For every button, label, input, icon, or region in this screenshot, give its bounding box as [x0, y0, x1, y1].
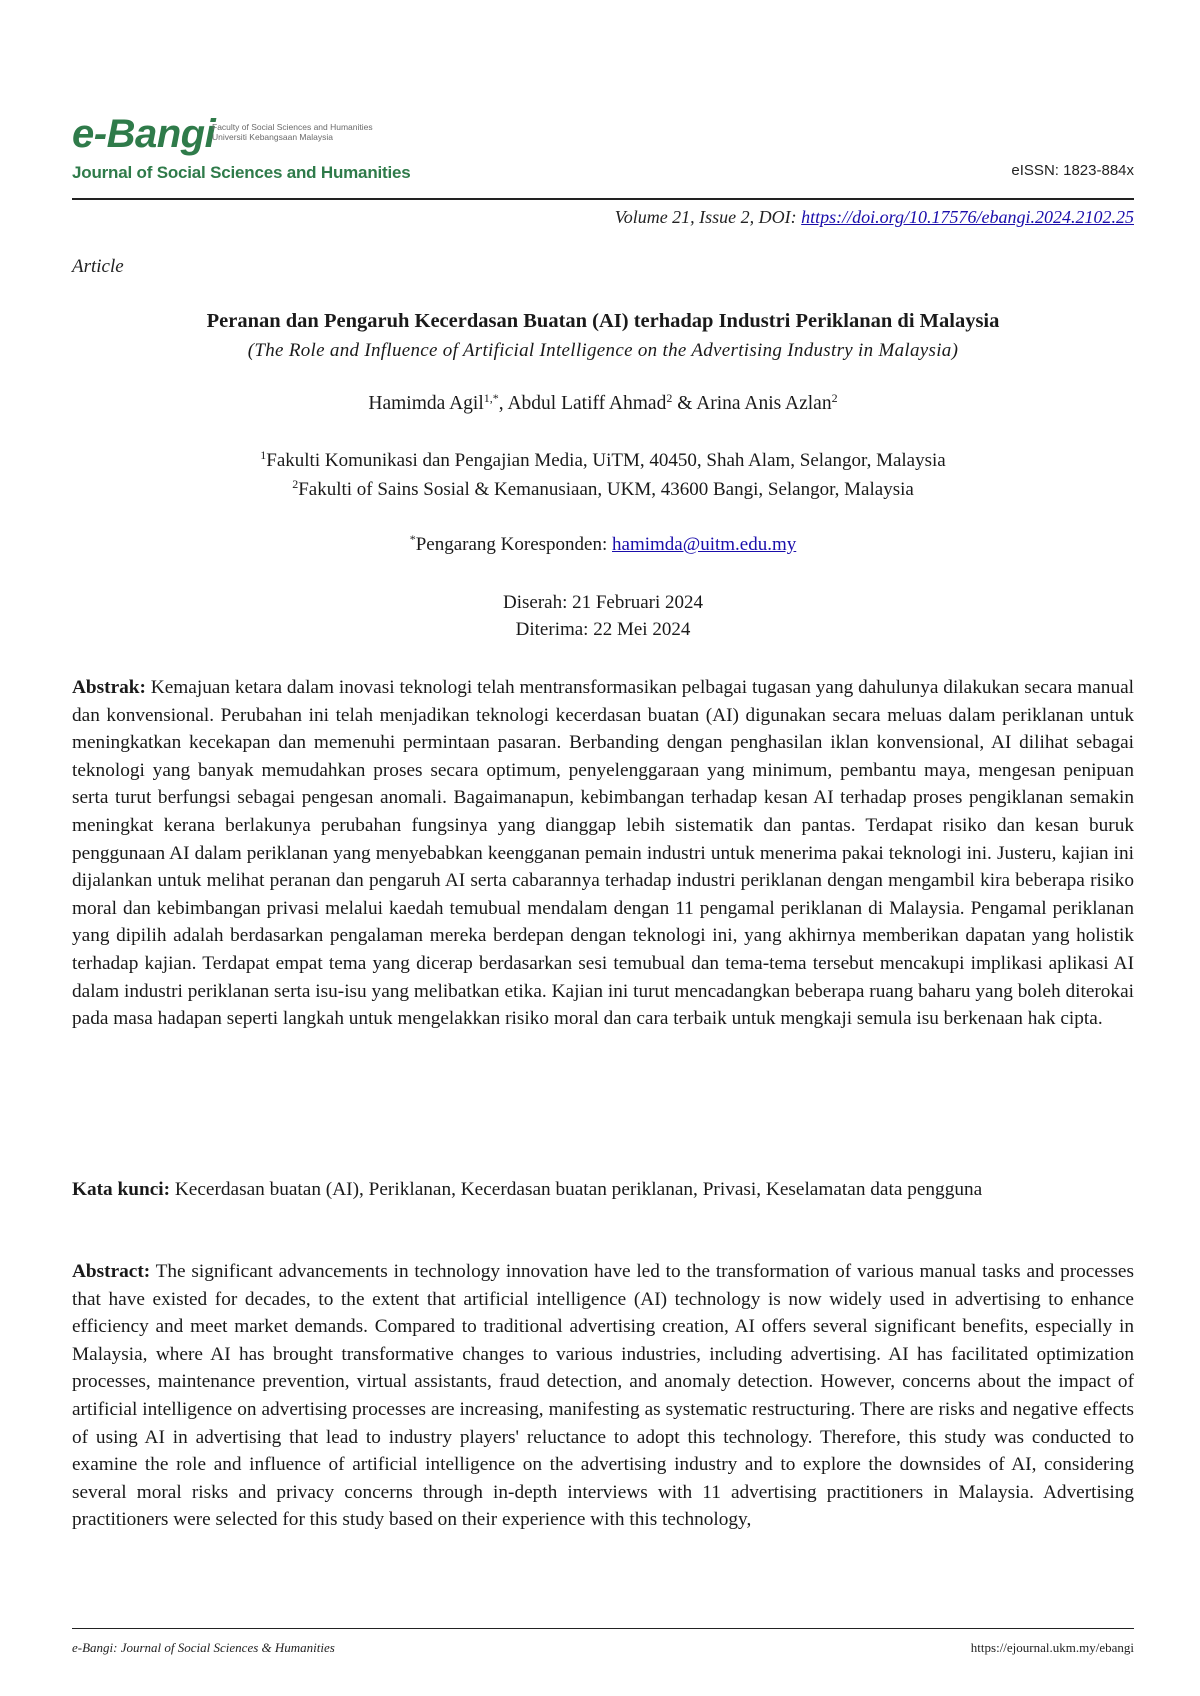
- logo-faculty-line1: Faculty of Social Sciences and Humanities: [212, 122, 373, 132]
- author-2: Abdul Latiff Ahmad: [507, 393, 667, 414]
- journal-logo: [72, 112, 432, 192]
- author-list: [72, 393, 1134, 415]
- author-3: Arina Anis Azlan: [696, 393, 832, 414]
- kata-kunci-text: Kecerdasan buatan (AI), Periklanan, Kecerdasan buatan periklanan, Privasi, Keselamatan data pengguna: [170, 1179, 983, 1200]
- logo-faculty: [212, 122, 373, 142]
- affiliation-1-text: Fakulti Komunikasi dan Pengajian Media, UiTM, 40450, Shah Alam, Selangor, Malaysia: [266, 450, 946, 471]
- header-rule: [72, 198, 1134, 200]
- author-2-sup: 2: [666, 391, 673, 405]
- title-english: (The Role and Influence of Artificial Intelligence on the Advertising Industry in Malaysia): [247, 340, 959, 361]
- abstract-label: Abstract:: [72, 1261, 151, 1282]
- date-accepted: Diterima: 22 Mei 2024: [515, 619, 691, 640]
- title-malay: Peranan dan Pengaruh Kecerdasan Buatan (AI) terhadap Industri Periklanan di Malaysia: [206, 310, 1000, 332]
- corresponding-author: [72, 534, 1134, 556]
- volume-prefix: Volume 21, Issue 2, DOI:: [614, 207, 802, 227]
- corresponding-label: Pengarang Koresponden:: [415, 534, 613, 555]
- affiliation-1-sup: 1: [260, 448, 267, 462]
- affiliation-2: [72, 479, 1134, 501]
- abstrak-label: Abstrak:: [72, 677, 146, 698]
- kata-kunci-paragraph: [72, 1176, 1134, 1204]
- author-1-sup: 1,*: [483, 391, 499, 405]
- logo-wordmark: e-Bangi: [72, 112, 216, 156]
- author-sep-2: &: [672, 393, 697, 414]
- abstrak-text: Kemajuan ketara dalam inovasi teknologi telah mentransformasikan pelbagai tugasan yang dahulunya dilakukan secara manual dan konvensional. Perubahan ini telah menjadikan teknologi kecerdasan buatan (AI) digunakan secara meluas dalam periklanan untuk meningkatkan kecekapan dan memenuhi permintaan pasaran. Berbanding dengan penghasilan iklan konvensional, AI dilihat sebagai teknologi yang banyak memudahkan proses secara optimum, penyelenggaraan yang minimum, pembantu maya, mengesan penipuan serta turut berfungsi sebagai pengesan anomali. Bagaimanapun, kebimbangan terhadap kesan AI terhadap proses pengiklanan semakin meningkat kerana berlakunya perubahan fungsinya yang dianggap lebih sistematik dan pantas. Terdapat risiko dan kesan buruk penggunaan AI dalam periklanan yang menyebabkan keengganan pemain industri untuk menerima pakai teknologi ini. Justeru, kajian ini dijalankan untuk melihat peranan dan pengaruh AI serta cabarannya terhadap industri periklanan dengan mengambil kira beberapa risiko moral dan kebimbangan privasi melalui kaedah temubual mendalam dengan 11 pengamal periklanan di Malaysia. Pengamal periklanan yang dipilih adalah berdasarkan pengalaman mereka berdepan dengan teknologi ini, yang akhirnya memberikan dapatan yang holistik terhadap kajian. Terdapat empat tema yang dicerap berdasarkan sesi temubual dan tema-tema tersebut mencakupi implikasi aplikasi AI dalam industri periklanan serta isu-isu yang melibatkan etika. Kajian ini turut mencadangkan beberapa ruang baharu yang boleh diterokai pada masa hadapan seperti langkah untuk mengelakkan risiko moral dan cara terbaik untuk mengkaji semula isu berkenaan hak cipta.: [72, 677, 1134, 1030]
- author-1: Hamimda Agil: [368, 393, 484, 414]
- article-type: Article: [72, 256, 124, 277]
- date-submitted: Diserah: 21 Februari 2024: [503, 592, 703, 613]
- author-sep-1: ,: [498, 393, 508, 414]
- footer-rule: [72, 1628, 1134, 1629]
- kata-kunci-label: Kata kunci:: [72, 1179, 171, 1200]
- affiliation-1: [72, 450, 1134, 472]
- affiliation-2-sup: 2: [292, 477, 299, 491]
- volume-doi-line: [615, 207, 1134, 228]
- abstract-paragraph: [72, 1258, 1134, 1534]
- logo-journal-name: Journal of Social Sciences and Humanities: [72, 163, 411, 182]
- logo-faculty-line2: Universiti Kebangsaan Malaysia: [212, 132, 333, 142]
- corresponding-sup: *: [409, 532, 416, 546]
- abstrak-paragraph: [72, 674, 1134, 1033]
- author-3-sup: 2: [831, 391, 838, 405]
- eissn: eISSN: 1823-884x: [1011, 162, 1134, 179]
- abstract-text: The significant advancements in technology innovation have led to the transformation of various manual tasks and processes that have existed for decades, to the extent that artificial intelligence (AI) technology is now widely used in advertising to enhance efficiency and meet market demands. Compared to traditional advertising creation, AI offers several significant benefits, especially in Malaysia, where AI has brought transformative changes to various industries, including advertising. AI has facilitated optimization processes, maintenance prevention, virtual assistants, fraud detection, and anomaly detection. However, concerns about the impact of artificial intelligence on advertising processes are increasing, manifesting as systematic restructuring. There are risks and negative effects of using AI in advertising that lead to industry players' reluctance to adopt this technology. Therefore, this study was conducted to examine the role and influence of artificial intelligence on the advertising industry and to explore the downsides of AI, considering several moral risks and privacy concerns through in-depth interviews with 11 advertising practitioners in Malaysia. Advertising practitioners were selected for this study based on their experience with this technology,: [72, 1261, 1134, 1531]
- footer-journal: e-Bangi: Journal of Social Sciences & Humanities: [72, 1640, 335, 1655]
- footer-url[interactable]: https://ejournal.ukm.my/ebangi: [970, 1640, 1134, 1655]
- affiliation-2-text: Fakulti of Sains Sosial & Kemanusiaan, UKM, 43600 Bangi, Selangor, Malaysia: [298, 479, 914, 500]
- corresponding-email-link[interactable]: hamimda@uitm.edu.my: [612, 534, 797, 555]
- doi-link[interactable]: https://doi.org/10.17576/ebangi.2024.2102.25: [801, 207, 1134, 227]
